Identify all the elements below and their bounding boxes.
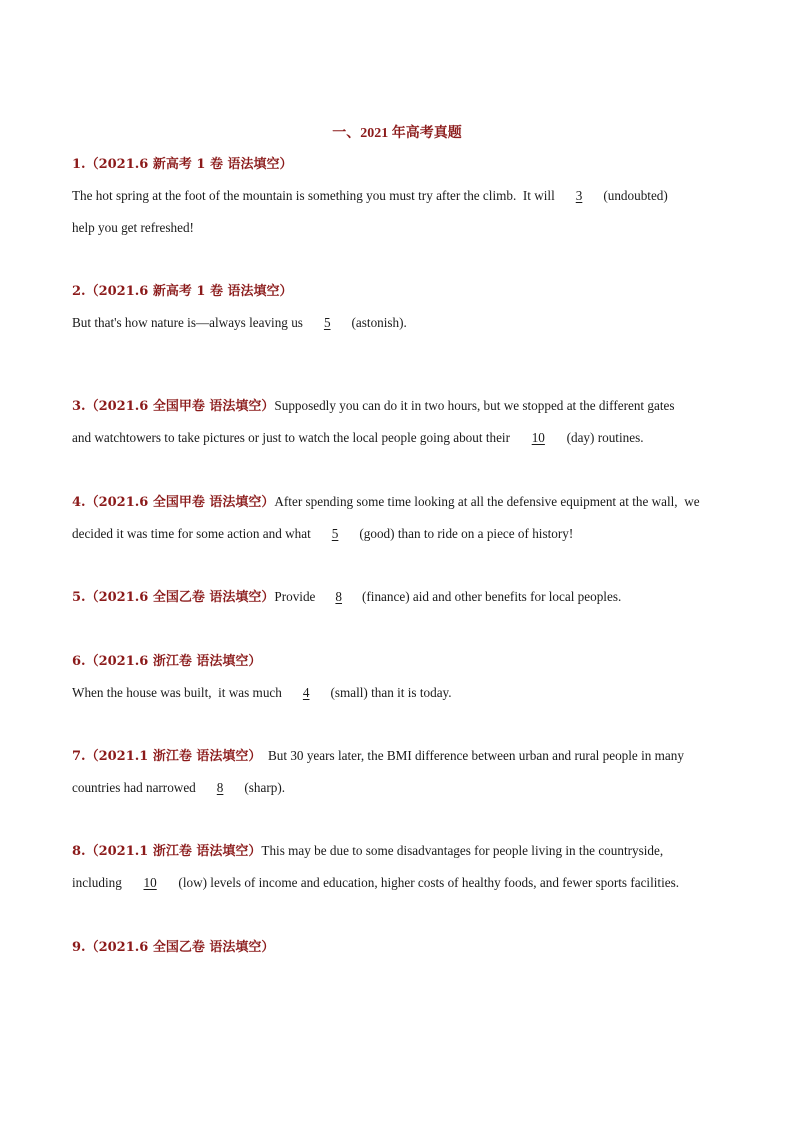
question-4 [72, 486, 732, 550]
question-label: 2.（2021.6 新高考 1 卷 语法填空） [72, 284, 293, 299]
question-text: (small) than it is today. [327, 685, 452, 700]
question-3 [72, 390, 732, 454]
question-text: help you get refreshed! [72, 220, 194, 235]
question-text: But that's how nature is—always leaving us [72, 315, 307, 330]
question-text: including [72, 875, 126, 890]
question-label: 4.（2021.6 全国甲卷 语法填空） [72, 495, 275, 510]
question-text: countries had narrowed [72, 780, 200, 795]
question-9 [72, 931, 732, 963]
question-label: 8.（2021.1 浙江卷 语法填空） [72, 844, 262, 859]
question-text: decided it was time for some action and what [72, 526, 315, 541]
question-label: 7.（2021.1 浙江卷 语法填空） [72, 749, 262, 764]
question-6 [72, 645, 732, 709]
question-label: 1.（2021.6 新高考 1 卷 语法填空） [72, 157, 293, 172]
answer-blank: 5 [323, 315, 331, 330]
section-title: 一、2021 年高考真题 [332, 126, 462, 141]
question-text: Provide [274, 589, 319, 604]
question-text: But 30 years later, the BMI difference between urban and rural people in many [261, 748, 684, 763]
question-text: This may be due to some disadvantages for people living in the countryside, [261, 843, 664, 858]
answer-blank: 10 [531, 430, 545, 445]
question-label: 3.（2021.6 全国甲卷 语法填空） [72, 399, 275, 414]
question-text: (undoubted) [600, 188, 668, 203]
question-text: (sharp). [241, 780, 286, 795]
question-text: and watchtowers to take pictures or just to watch the local people going about their [72, 430, 514, 445]
question-text: (low) levels of income and education, higher costs of healthy foods, and fewer sports facilities. [175, 875, 680, 890]
question-label: 5.（2021.6 全国乙卷 语法填空） [72, 590, 275, 605]
question-8 [72, 835, 732, 899]
question-label: 9.（2021.6 全国乙卷 语法填空） [72, 940, 275, 955]
question-text: Supposedly you can do it in two hours, but we stopped at the different gates [274, 398, 675, 413]
question-2 [72, 275, 732, 339]
question-text: (astonish). [348, 315, 407, 330]
answer-blank: 4 [302, 685, 310, 700]
question-7 [72, 740, 732, 804]
question-1 [72, 148, 732, 244]
question-text: (finance) aid and other benefits for local peoples. [358, 589, 622, 604]
question-text: After spending some time looking at all the defensive equipment at the wall, we [274, 494, 700, 509]
answer-blank: 5 [331, 526, 339, 541]
answer-blank: 8 [216, 780, 224, 795]
question-text: (day) routines. [563, 430, 644, 445]
question-5 [72, 581, 732, 613]
answer-blank: 8 [335, 589, 343, 604]
question-text: When the house was built, it was much [72, 685, 286, 700]
question-text: (good) than to ride on a piece of history! [356, 526, 574, 541]
question-label: 6.（2021.6 浙江卷 语法填空） [72, 654, 262, 669]
answer-blank: 10 [143, 875, 157, 890]
answer-blank: 3 [575, 188, 583, 203]
question-text: The hot spring at the foot of the mountain is something you must try after the climb. It will [72, 188, 559, 203]
